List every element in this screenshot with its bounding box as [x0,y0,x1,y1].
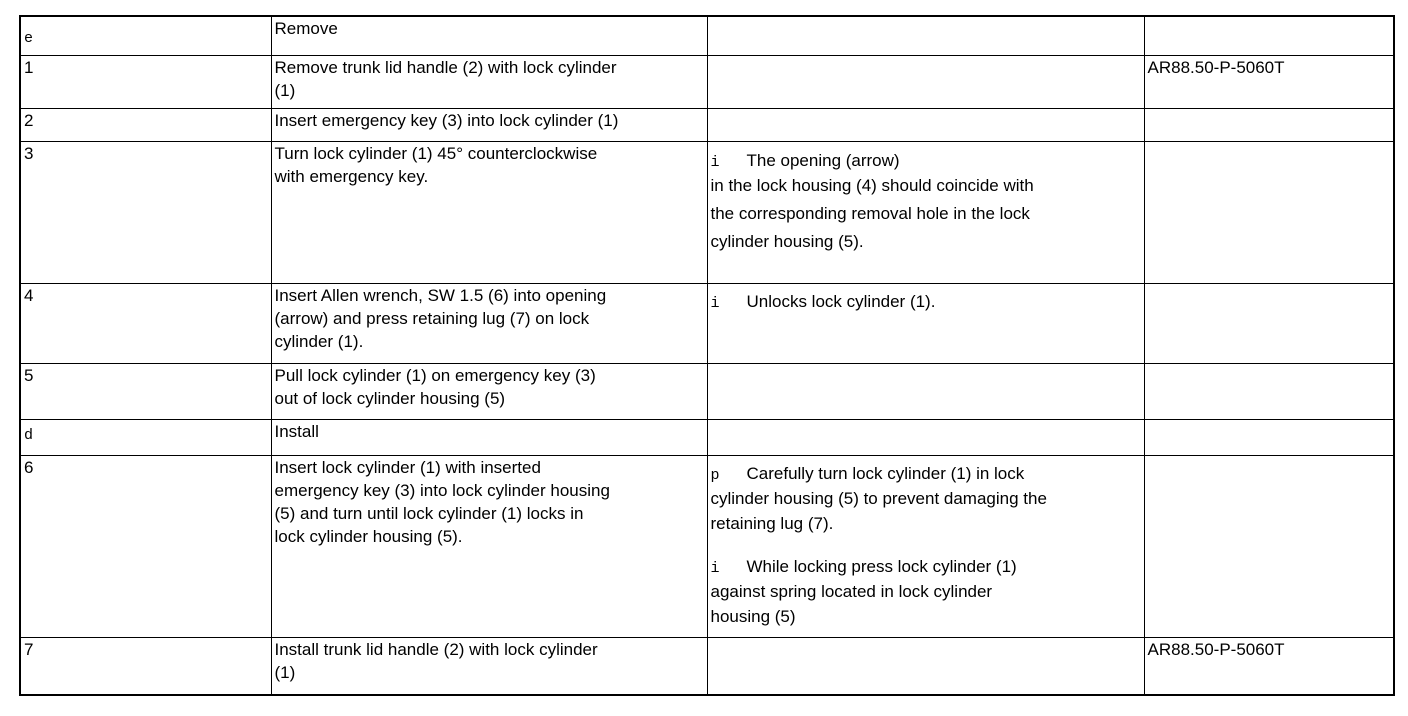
section-code: d [20,419,271,455]
info-note: i While locking press lock cylinder (1) against spring located in lock cylinder housing (5) [710,556,1017,626]
step-text: Install trunk lid handle (2) with lock cylinder (1) [271,637,707,695]
notes-cell [707,283,1144,363]
notes-cell [707,455,1144,637]
section-code: e [20,16,271,55]
info-note: i The opening (arrow) in the lock housing (4) should coincide with the corresponding removal hole in the lock cylinder housing (5). [710,150,1034,251]
reference-cell [1144,108,1394,141]
step-text: Turn lock cylinder (1) 45° counterclockwise with emergency key. [271,141,707,283]
step-text: Insert emergency key (3) into lock cylinder (1) [271,108,707,141]
notes-cell [707,141,1144,283]
step-number: 3 [20,141,271,283]
step-number: 1 [20,55,271,108]
info-icon: i [710,294,720,312]
info-icon: i [710,153,720,171]
section-label: Remove [271,16,707,55]
reference-link[interactable]: AR88.50-P-5060T [1144,55,1394,108]
notes-cell [707,637,1144,695]
section-label: Install [271,419,707,455]
notes-cell [707,363,1144,419]
step-row-6 [20,455,1394,637]
procedure-table [19,15,1395,696]
step-row-7 [20,637,1394,695]
reference-cell [1144,16,1394,55]
notes-cell [707,16,1144,55]
caution-icon: p [710,466,720,484]
info-note: i Unlocks lock cylinder (1). [711,284,1141,315]
step-number: 6 [20,455,271,637]
info-icon: i [710,559,720,577]
reference-link[interactable]: AR88.50-P-5060T [1144,637,1394,695]
step-row-3 [20,141,1394,283]
step-row-2 [20,108,1394,141]
reference-cell [1144,455,1394,637]
caution-note: p Carefully turn lock cylinder (1) in lock cylinder housing (5) to prevent damaging the retaining lug (7). [710,463,1047,533]
step-number: 4 [20,283,271,363]
step-number: 2 [20,108,271,141]
reference-cell [1144,419,1394,455]
step-row-5 [20,363,1394,419]
section-row-install [20,419,1394,455]
reference-cell [1144,141,1394,283]
notes-cell [707,55,1144,108]
reference-cell [1144,283,1394,363]
step-text: Remove trunk lid handle (2) with lock cylinder (1) [271,55,707,108]
reference-cell [1144,363,1394,419]
step-number: 7 [20,637,271,695]
section-row-remove [20,16,1394,55]
step-row-4 [20,283,1394,363]
notes-cell [707,419,1144,455]
step-text: Insert lock cylinder (1) with inserted emergency key (3) into lock cylinder housing (5) and turn until lock cylinder (1) locks in lock cylinder housing (5). [271,455,707,637]
step-number: 5 [20,363,271,419]
notes-cell [707,108,1144,141]
step-text: Insert Allen wrench, SW 1.5 (6) into opening (arrow) and press retaining lug (7) on lock cylinder (1). [271,283,707,363]
step-text: Pull lock cylinder (1) on emergency key (3) out of lock cylinder housing (5) [271,363,707,419]
step-row-1 [20,55,1394,108]
